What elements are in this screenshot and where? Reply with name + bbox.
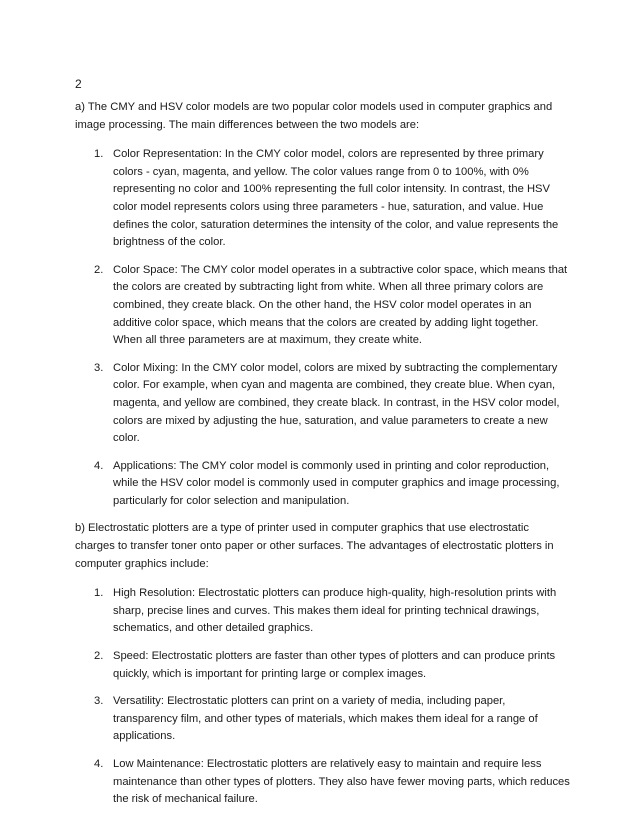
list-item-number: 1. [94,587,104,600]
list-item-number: 4. [94,758,104,770]
section-a-list [75,146,570,510]
list-item-number: 3. [94,361,104,374]
list-item [75,458,570,511]
list-item [75,146,570,252]
page-number: 2 [75,77,82,91]
list-item [75,262,570,350]
list-item [75,756,570,809]
list-item [75,585,570,638]
list-item [75,360,570,448]
section-b-intro: b) Electrostatic plotters are a type of printer used in computer graphics that use electrostatic charges to transfer toner onto paper or other surfaces. The advantages of electrostatic plotters in computer graphics include: [75,522,554,570]
list-item-text: Color Mixing: In the CMY color model, colors are mixed by subtracting the complementary color. For example, when cyan and magenta are combined, they create blue. When cyan, magenta, and yellow are combined, they create black. In contrast, in the HSV color model, colors are mixed by adjusting the hue, saturation, and value parameters to create a new color. [113,361,560,445]
section-b-list [75,585,570,809]
list-item-number: 1. [94,148,104,161]
list-item-text: Color Space: The CMY color model operates in a subtractive color space, which means that the colors are created by subtracting light from white. When all three primary colors are combined, they create black. On the other hand, the HSV color model operates in an additive color space, which means that the colors are created by adding light together. When all three parameters are at maximum, they create white. [113,263,568,347]
list-item-number: 2. [94,263,104,276]
list-item-number: 2. [94,650,104,663]
list-item [75,648,570,683]
list-item-text: Speed: Electrostatic plotters are faster than other types of plotters and can produce prints quickly, which is important for printing large or complex images. [113,650,556,680]
list-item-text: High Resolution: Electrostatic plotters can produce high-quality, high-resolution prints with sharp, precise lines and curves. This makes them ideal for printing technical drawings, schematics, and other detailed graphics. [113,587,557,635]
section-a-intro: a) The CMY and HSV color models are two popular color models used in computer graphics and image processing. The main differences between the two models are: [75,101,553,131]
list-item-text: Low Maintenance: Electrostatic plotters are relatively easy to maintain and require less maintenance than other types of plotters. They also have fewer moving parts, which reduces the risk of mechanical failure. [113,758,570,806]
list-item-text: Applications: The CMY color model is commonly used in printing and color reproduction, while the HSV color model is commonly used in computer graphics and image processing, particularly for color selection and manipulation. [113,459,560,507]
list-item-number: 4. [94,459,104,472]
list-item-number: 3. [94,695,104,708]
list-item-text: Color Representation: In the CMY color model, colors are represented by three primary colors - cyan, magenta, and yellow. The color values range from 0 to 100%, with 0% representing no color and 100% representing the full color intensity. In contrast, the HSV color model represents colors using three parameters - hue, saturation, and value. Hue defines the color, saturation determines the intensity of the color, and value represents the brightness of the color. [113,148,559,249]
list-item [75,693,570,746]
document-body [75,99,570,819]
list-item-text: Versatility: Electrostatic plotters can print on a variety of media, including paper, transparency film, and other types of materials, which makes them ideal for a range of applications. [113,695,538,743]
